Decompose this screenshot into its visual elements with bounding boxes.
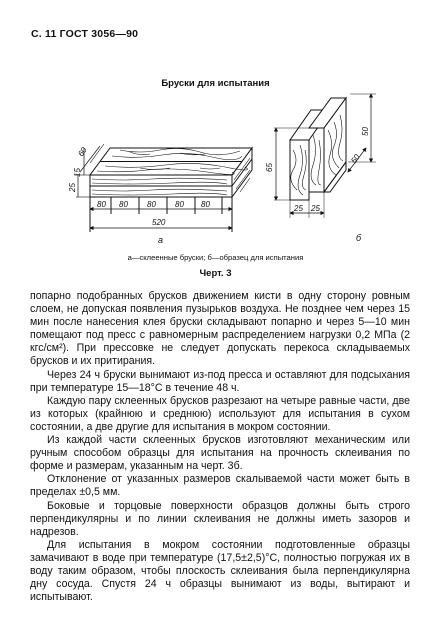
seg-label-1: 80 (97, 200, 106, 209)
paragraph: Для испытания в мокром состоянии подготовленные образцы замачивают в воде при температуре (17,5±2,5)°С, полностью погружая их в воду таким образом, чтобы плоскость склеивания была перпендикулярна дну сосуда. Спустя 24 ч образцы вынимают из воды, вытирают и испытывают. (30, 538, 410, 604)
paragraph: Отклонение от указанных размеров скалываемой части может быть в пределах ±0,5 мм. (30, 473, 410, 499)
paragraph: Через 24 ч бруски вынимают из-под пресса и оставляют для подсыхания при температуре 15—18°С в течение 48 ч. (30, 368, 410, 394)
dim-b-50-top: 50 (361, 127, 370, 136)
specimen-drawing (274, 94, 376, 218)
dim-b-25-left: 25 (294, 204, 303, 213)
dim-a-15: 15 (73, 168, 82, 177)
figure-title: Бруски для испытания (161, 78, 270, 89)
label-a: а (158, 235, 164, 245)
figure-number: Черт. 3 (199, 268, 232, 279)
seg-label-4: 80 (175, 200, 184, 209)
seg-label-3: 80 (147, 200, 156, 209)
seg-label-5: 80 (201, 200, 210, 209)
label-b: б (356, 233, 362, 243)
figure-drawing (0, 90, 431, 250)
dim-b-25-right: 25 (311, 204, 320, 213)
dim-a-60: 60 (76, 145, 89, 159)
figure-caption: а—склеенные бруски; б—образец для испытания (127, 253, 304, 262)
segment-labels (97, 200, 210, 209)
paragraph: Из каждой части склеенных брусков изготовляют механическим или ручным способом образцы для испытания на прочность склеивания по форме и размерам, указанным на черт. 3б. (30, 434, 410, 473)
body-text (30, 290, 410, 604)
paragraph: Каждую пару склеенных брусков разрезают на четыре равные части, две из которых (крайнюю и среднюю) используют для испытания в сухом состоянии, а две другие для испытания в мокром состоянии. (30, 394, 410, 433)
seg-label-2: 80 (119, 200, 128, 209)
paragraph: попарно подобранных брусков движением кисти в одну сторону ровным слоем, не допуская появления пузырьков воздуха. Не позднее чем через 15 мин после нанесения клея бруски складывают попарно и через 5—10 мин помещают под пресс с равномерным распределением нагрузки 0,2 МПа (2 кгс/см²). При прессовке не следует допускать перекоса складываемых брусков и их притирания. (30, 290, 410, 368)
page-header: С. 11 ГОСТ 3056—90 (31, 28, 139, 40)
dim-b-65: 65 (265, 163, 274, 172)
dim-a-total: 520 (152, 218, 166, 227)
dim-a-25: 25 (68, 183, 77, 192)
paragraph: Боковые и торцовые поверхности образцов должны быть строго перпендикулярны и по линии склеивания не должны иметь зазоров и надрезов. (30, 499, 410, 538)
dim-b-50-side: 50 (349, 152, 362, 166)
